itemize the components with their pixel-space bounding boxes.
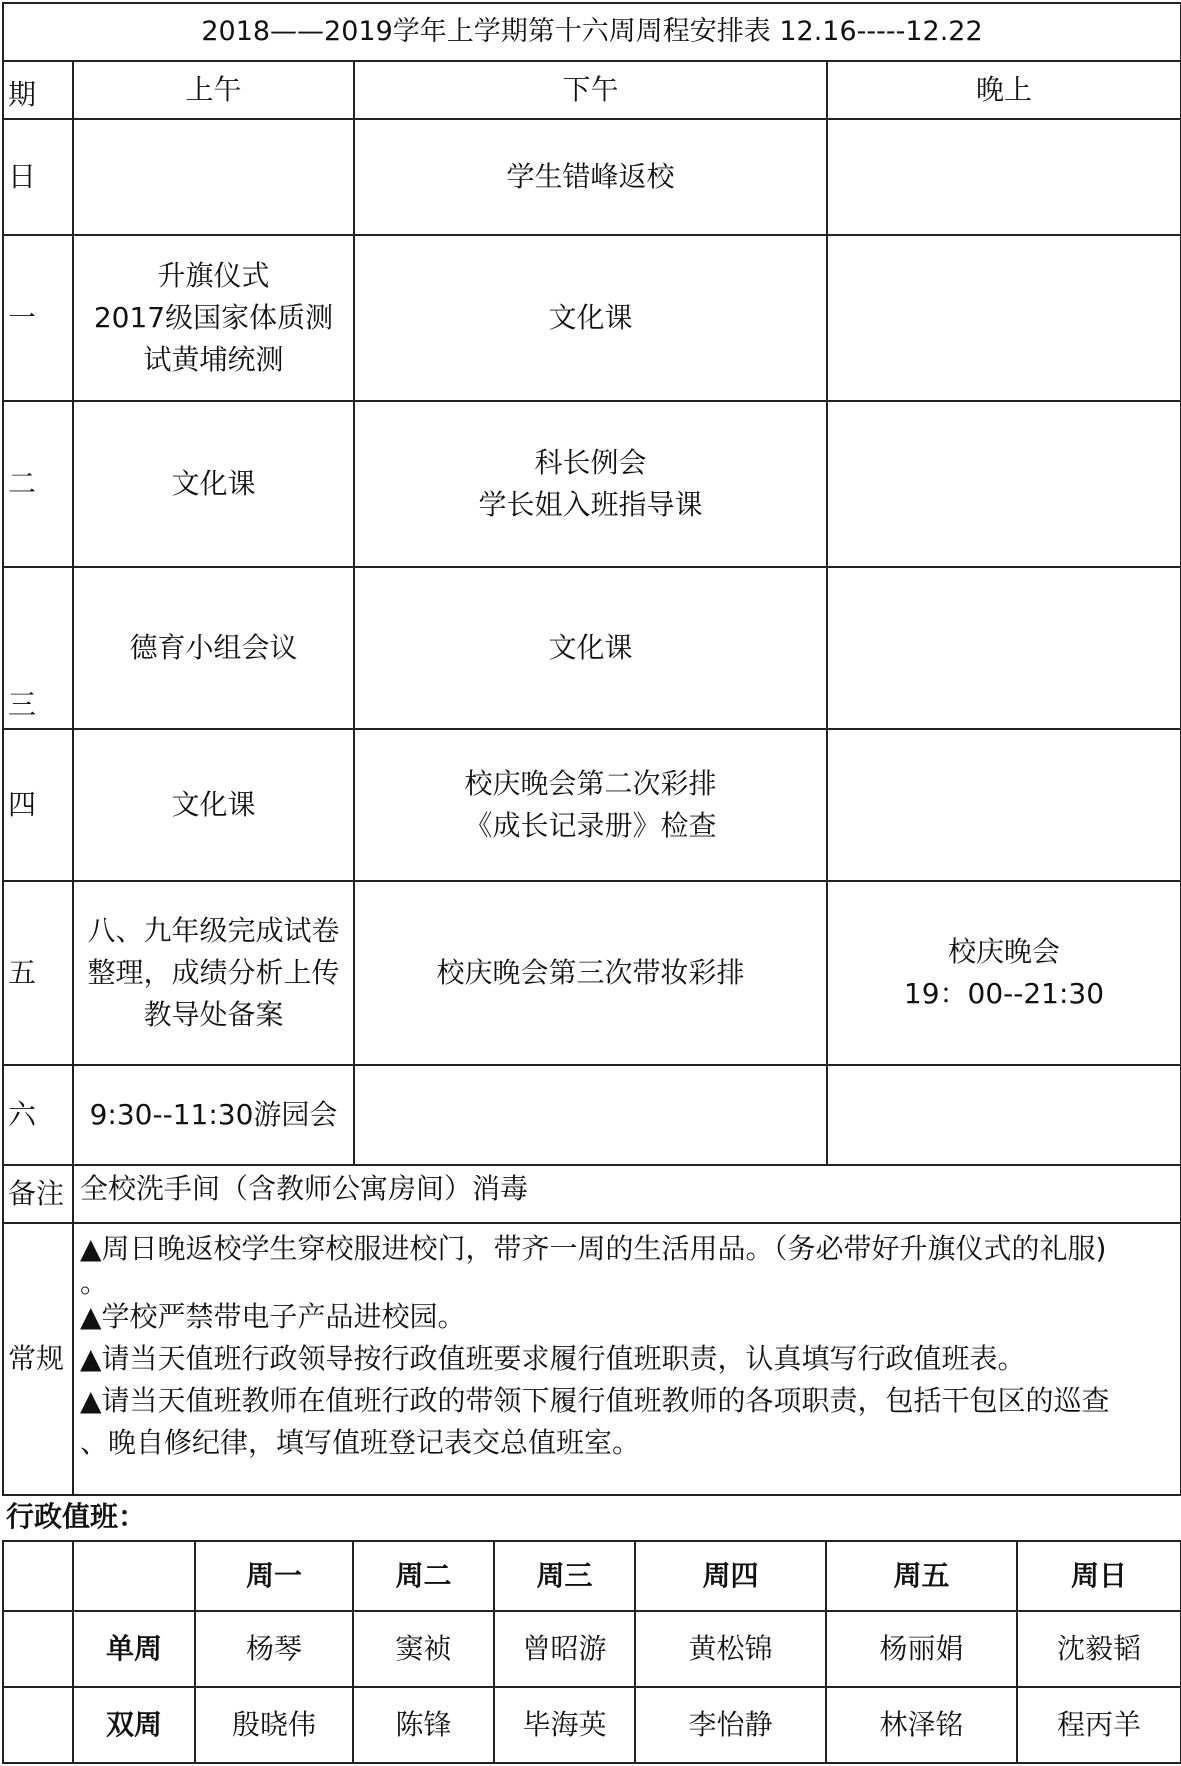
day-label: 一 — [3, 235, 73, 401]
afternoon-item: 《成长记录册》检查 — [464, 809, 717, 842]
schedule-row — [3, 235, 1181, 401]
rule-line: ▲请当天值班教师在值班行政的带领下履行值班教师的各项职责，包括干包区的巡查 — [80, 1384, 1110, 1417]
afternoon-cell — [354, 567, 827, 729]
duty-name: 殷晓伟 — [195, 1687, 353, 1763]
schedule-row — [3, 401, 1181, 567]
evening-cell — [827, 567, 1181, 729]
title-row — [3, 3, 1181, 61]
evening-cell — [827, 729, 1181, 881]
afternoon-cell — [354, 235, 827, 401]
morning-item: 试黄埔统测 — [143, 343, 284, 376]
morning-item: 2017级国家体质测 — [93, 301, 334, 334]
duty-row — [3, 1611, 1181, 1687]
duty-name: 沈毅韬 — [1017, 1611, 1181, 1687]
rules-label: 常规 — [3, 1223, 73, 1495]
duty-blank-cell — [3, 1687, 73, 1763]
morning-cell — [73, 235, 354, 401]
duty-name: 窦祯 — [353, 1611, 494, 1687]
evening-item: 校庆晚会 — [947, 935, 1060, 968]
duty-name: 李怡静 — [635, 1687, 826, 1763]
afternoon-cell — [354, 881, 827, 1065]
morning-item: 教导处备案 — [143, 998, 284, 1031]
duty-blank-cell — [3, 1611, 73, 1687]
duty-name: 杨丽娟 — [826, 1611, 1017, 1687]
duty-day-header: 周日 — [1017, 1541, 1181, 1611]
duty-row — [3, 1687, 1181, 1763]
duty-corner-cell — [3, 1541, 73, 1611]
morning-cell — [73, 729, 354, 881]
afternoon-item: 文化课 — [548, 301, 633, 334]
duty-day-header: 周五 — [826, 1541, 1017, 1611]
morning-item: 文化课 — [171, 467, 256, 500]
afternoon-item: 校庆晚会第二次彩排 — [464, 767, 717, 800]
morning-item: 文化课 — [171, 788, 256, 821]
duty-day-header: 周三 — [494, 1541, 635, 1611]
duty-section-label: 行政值班： — [6, 1500, 147, 1533]
morning-item: 德育小组会议 — [129, 631, 298, 664]
rule-line: 、晚自修纪律，填写值班登记表交总值班室。 — [80, 1426, 641, 1459]
weekly-schedule-table — [2, 2, 1181, 1496]
day-label: 日 — [3, 119, 73, 235]
duty-name: 曾昭游 — [494, 1611, 635, 1687]
evening-cell — [827, 119, 1181, 235]
morning-cell — [73, 881, 354, 1065]
schedule-row — [3, 1065, 1181, 1165]
notes-row — [3, 1165, 1181, 1223]
notes-label: 备注 — [3, 1165, 73, 1223]
header-evening: 晚上 — [827, 61, 1181, 119]
morning-item: 八、九年级完成试卷 — [87, 914, 340, 947]
duty-name: 黄松锦 — [635, 1611, 826, 1687]
evening-cell — [827, 235, 1181, 401]
schedule-row — [3, 119, 1181, 235]
morning-item: 9:30--11:30游园会 — [89, 1098, 338, 1131]
afternoon-item: 学长姐入班指导课 — [478, 488, 703, 521]
duty-week-label: 双周 — [73, 1687, 195, 1763]
afternoon-cell — [354, 401, 827, 567]
rule-line: ▲学校严禁带电子产品进校园。 — [80, 1300, 466, 1333]
duty-corner-cell — [73, 1541, 195, 1611]
header-period: 期 — [3, 61, 73, 119]
morning-cell — [73, 119, 354, 235]
duty-day-header: 周四 — [635, 1541, 826, 1611]
morning-item: 整理，成绩分析上传 — [87, 956, 340, 989]
morning-cell — [73, 567, 354, 729]
duty-name: 林泽铭 — [826, 1687, 1017, 1763]
rules-row — [3, 1223, 1181, 1495]
duty-name: 毕海英 — [494, 1687, 635, 1763]
duty-name: 杨琴 — [195, 1611, 353, 1687]
morning-item: 升旗仪式 — [157, 259, 270, 292]
rule-line: ▲请当天值班行政领导按行政值班要求履行值班职责，认真填写行政值班表。 — [80, 1342, 1026, 1375]
day-label: 六 — [3, 1065, 73, 1165]
afternoon-cell — [354, 729, 827, 881]
duty-day-header: 周二 — [353, 1541, 494, 1611]
duty-name: 程丙羊 — [1017, 1687, 1181, 1763]
header-row — [3, 61, 1181, 119]
day-label: 五 — [3, 881, 73, 1065]
schedule-row — [3, 567, 1181, 729]
afternoon-item: 文化课 — [548, 631, 633, 664]
evening-cell — [827, 401, 1181, 567]
morning-cell — [73, 401, 354, 567]
duty-table — [2, 1540, 1181, 1764]
evening-item: 19：00--21:30 — [903, 977, 1105, 1010]
header-afternoon: 下午 — [354, 61, 827, 119]
rule-line: 。 — [80, 1266, 109, 1299]
afternoon-cell — [354, 1065, 827, 1165]
notes-text: 全校洗手间（含教师公寓房间）消毒 — [73, 1165, 1181, 1223]
afternoon-cell — [354, 119, 827, 235]
duty-day-header: 周一 — [195, 1541, 353, 1611]
day-label: 四 — [3, 729, 73, 881]
afternoon-item: 科长例会 — [534, 446, 647, 479]
evening-cell — [827, 1065, 1181, 1165]
rule-line: ▲周日晚返校学生穿校服进校门，带齐一周的生活用品。（务必带好升旗仪式的礼服) — [80, 1232, 1107, 1265]
afternoon-item: 学生错峰返校 — [506, 160, 675, 193]
duty-header-row — [3, 1541, 1181, 1611]
schedule-row — [3, 729, 1181, 881]
afternoon-item: 校庆晚会第三次带妆彩排 — [436, 956, 745, 989]
morning-cell — [73, 1065, 354, 1165]
duty-name: 陈锋 — [353, 1687, 494, 1763]
schedule-row — [3, 881, 1181, 1065]
day-label: 二 — [3, 401, 73, 567]
evening-cell — [827, 881, 1181, 1065]
rules-text — [73, 1223, 1181, 1495]
header-morning: 上午 — [73, 61, 354, 119]
duty-week-label: 单周 — [73, 1611, 195, 1687]
day-label: 三 — [3, 567, 73, 729]
page-title: 2018——2019学年上学期第十六周周程安排表 12.16-----12.22 — [3, 3, 1181, 61]
